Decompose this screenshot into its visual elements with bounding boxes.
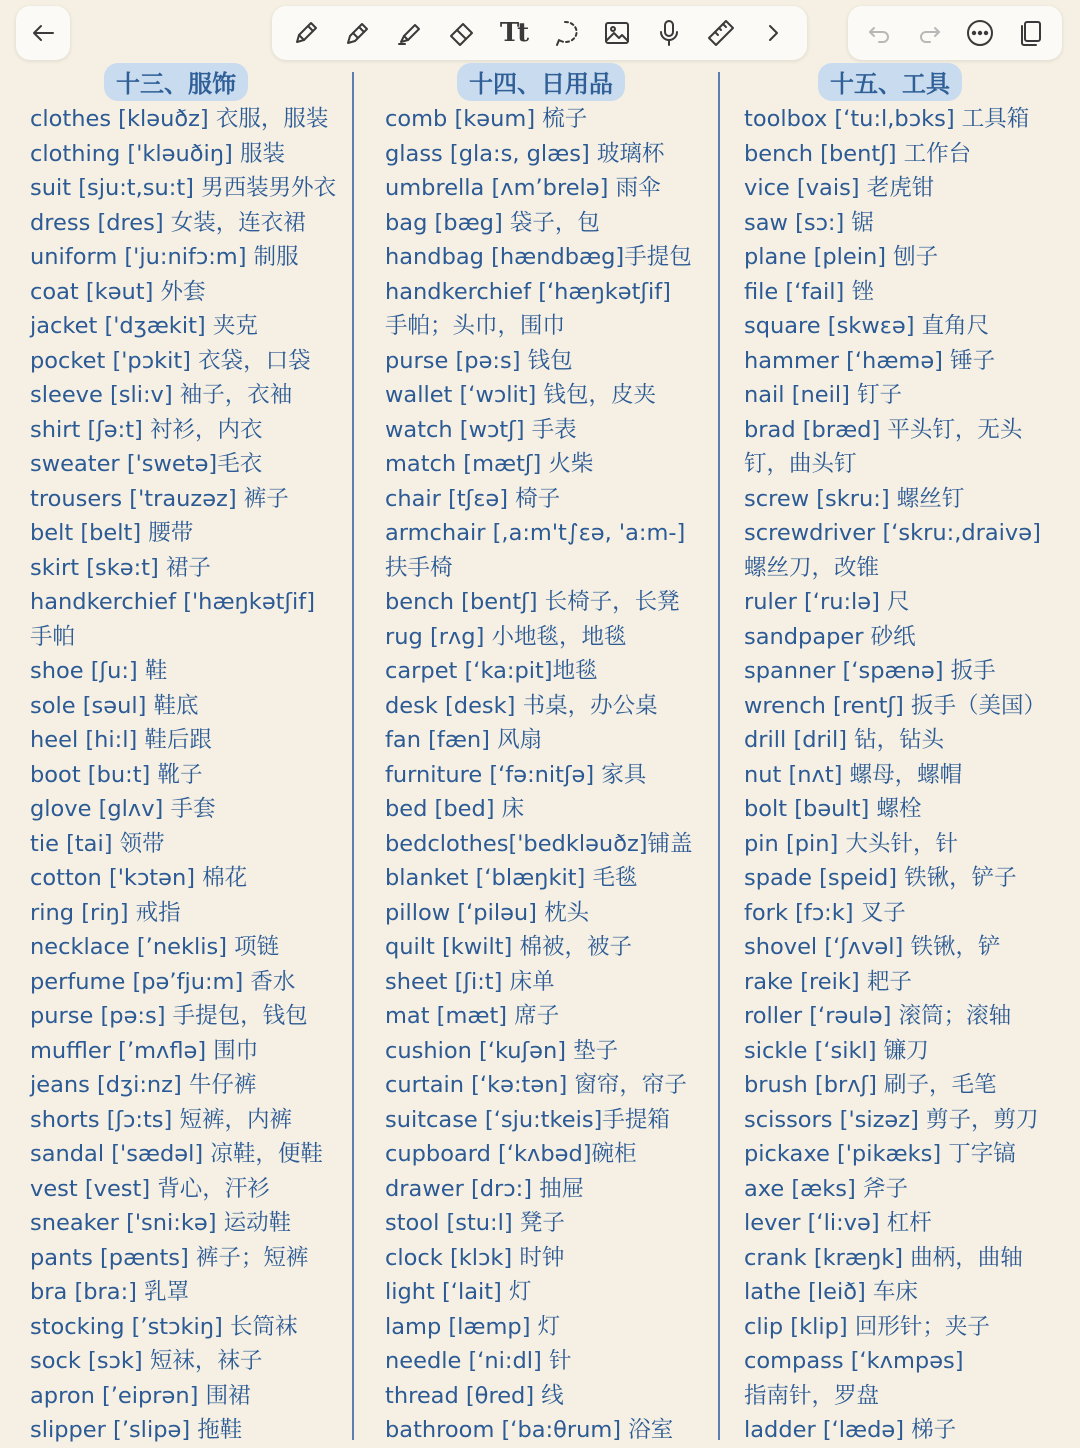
vocab-entry: sickle [‘sikl] 镰刀: [744, 1037, 929, 1064]
vocab-entry: spade [speid] 铁锹，铲子: [744, 865, 1017, 891]
word-list: [744, 102, 1064, 1448]
vocab-entry: bathroom [‘ba:θrum] 浴室: [385, 1417, 674, 1443]
vocab-entry: pillow [‘piləu] 枕头: [385, 899, 590, 926]
vocab-entry: stool [stu:l] 凳子: [385, 1210, 565, 1236]
vocab-entry: roller [‘rəulə] 滚筒；滚轴: [744, 1003, 1012, 1029]
vocab-entry: tie [tai] 领带: [30, 830, 165, 857]
eraser-icon[interactable]: [443, 14, 481, 52]
vocab-entry: square [skwεə] 直角尺: [744, 313, 990, 339]
vocab-entry: shorts [ʃɔ:ts] 短裤，内裤: [30, 1106, 292, 1133]
vocab-entry: fan [fæn] 风扇: [385, 727, 543, 753]
vocab-entry: wallet [‘wɔlit] 钱包，皮夹: [385, 382, 656, 408]
heading-clothing: 十三、服饰: [104, 63, 248, 101]
chevron-right-icon[interactable]: [754, 14, 792, 52]
drawing-toolbar: [272, 6, 807, 60]
vocab-entry: blanket [‘blæŋkit] 毛毯: [385, 865, 638, 891]
vocab-entry: clothes [kləuðz] 衣服，服装: [30, 106, 329, 132]
vocab-entry: brad [bræd] 平头钉，无头: [744, 416, 1023, 443]
vocab-entry: boot [bu:t] 靴子: [30, 761, 203, 788]
vocab-entry: furniture [‘fə:nitʃə] 家具: [385, 761, 647, 788]
history-toolbar: [848, 6, 1062, 60]
pages-icon[interactable]: [1012, 14, 1050, 52]
vocab-entry: purse [pə:s] 钱包: [385, 347, 573, 374]
vocab-entry: trousers ['trauzəz] 裤子: [30, 485, 289, 512]
vocab-entry: hammer [‘hæmə] 锤子: [744, 347, 996, 374]
vocab-entry: plane [plein] 刨子: [744, 244, 939, 270]
vocab-entry: purse [pə:s] 手提包，钱包: [30, 1003, 308, 1029]
vocab-entry: sweater ['swetə]毛衣: [30, 451, 263, 477]
vocab-entry: cushion [‘kuʃən] 垫子: [385, 1037, 619, 1064]
vocab-entry: mat [mæt] 席子: [385, 1003, 560, 1029]
vocab-entry: comb [kəum] 梳子: [385, 106, 588, 132]
vocab-entry: apron [’eiprən] 围裙: [30, 1382, 251, 1409]
vocab-entry: drill [dril] 钻，钻头: [744, 727, 945, 753]
vocab-entry: heel [hi:l] 鞋后跟: [30, 727, 212, 753]
vocab-entry: jacket ['dʒækit] 夹克: [30, 313, 258, 339]
back-button[interactable]: [16, 6, 70, 60]
vocab-entry: desk [desk] 书桌，办公桌: [385, 692, 658, 719]
redo-icon[interactable]: [911, 14, 949, 52]
column-divider: [718, 72, 720, 1440]
vocab-entry: shovel [‘ʃʌvəl] 铁锹，铲: [744, 934, 1001, 960]
vocab-entry: saw [sɔ:] 锯: [744, 209, 874, 236]
vocab-entry: handkerchief ['hæŋkətʃif]: [30, 589, 315, 615]
vocab-entry: toolbox [‘tu:l,bɔks] 工具箱: [744, 106, 1030, 132]
vocab-entry: clothing ['kləuðiŋ] 服装: [30, 140, 285, 167]
vocab-entry: spanner [‘spænə] 扳手: [744, 658, 996, 684]
more-icon[interactable]: [961, 14, 999, 52]
tools-column: [744, 62, 1064, 1448]
vocab-entry: stocking [’stɔkiŋ] 长筒袜: [30, 1313, 298, 1340]
vocab-entry: scissors ['sizəz] 剪子，剪刀: [744, 1106, 1039, 1133]
vocab-entry: 钉，曲头钉: [744, 451, 857, 477]
vocab-entry: pocket ['pɔkit] 衣袋，口袋: [30, 347, 311, 374]
daily-goods-column: [385, 62, 705, 1448]
vocab-entry: light [‘lait] 灯: [385, 1279, 532, 1305]
vocab-entry: uniform ['ju:nifɔ:m] 制服: [30, 244, 299, 270]
vocab-entry: jeans [dʒi:nz] 牛仔裤: [30, 1072, 257, 1098]
vocab-entry: rake [reik] 耙子: [744, 968, 912, 995]
vocab-entry: bench [bentʃ] 工作台: [744, 140, 972, 167]
vocab-entry: lever [‘li:və] 杠杆: [744, 1210, 932, 1236]
vocab-entry: glass [gla:s, glæs] 玻璃杯: [385, 140, 665, 167]
vocab-entry: sock [sɔk] 短袜，袜子: [30, 1348, 263, 1374]
vocab-entry: suitcase [‘sju:tkeis]手提箱: [385, 1106, 670, 1133]
vocab-entry: skirt [skə:t] 裙子: [30, 554, 211, 581]
vocab-entry: sleeve [sli:v] 袖子，衣袖: [30, 382, 293, 408]
vocab-entry: clock [klɔk] 时钟: [385, 1244, 565, 1271]
vocab-entry: match [mætʃ] 火柴: [385, 451, 594, 477]
ruler-icon[interactable]: [702, 14, 740, 52]
undo-icon[interactable]: [860, 14, 898, 52]
heading-daily-goods: 十四、日用品: [457, 63, 625, 101]
pencil-icon[interactable]: [339, 14, 377, 52]
arrow-left-icon: [24, 14, 62, 52]
image-icon[interactable]: [598, 14, 636, 52]
column-heading: [385, 62, 705, 102]
vocab-entry: watch [wɔtʃ] 手表: [385, 416, 577, 443]
vocab-entry: ruler [‘ru:lə] 尺: [744, 589, 910, 615]
text-tool-label: Tt: [499, 18, 528, 48]
word-list: [385, 102, 705, 1448]
vocab-entry: lathe [leið] 车床: [744, 1279, 918, 1305]
vocab-entry: sole [səul] 鞋底: [30, 692, 199, 719]
vocab-entry: slipper [’slipə] 拖鞋: [30, 1417, 243, 1443]
vocab-entry: 指南针，罗盘: [744, 1382, 880, 1409]
vocab-entry: lamp [læmp] 灯: [385, 1313, 561, 1340]
vocab-entry: handbag [hændbæg]手提包: [385, 244, 692, 270]
vocab-entry: fork [fɔ:k] 叉子: [744, 899, 906, 926]
vocab-entry: dress [dres] 女装，连衣裙: [30, 209, 306, 236]
column-heading: [30, 62, 350, 102]
vocab-entry: needle [‘ni:dl] 针: [385, 1348, 572, 1374]
microphone-icon[interactable]: [650, 14, 688, 52]
vocab-entry: necklace [’neklis] 项链: [30, 934, 280, 960]
vocab-entry: bag [bæg] 袋子，包: [385, 209, 600, 236]
vocab-entry: quilt [kwilt] 棉被，被子: [385, 934, 632, 960]
vocab-entry: wrench [rentʃ] 扳手（美国）: [744, 692, 1046, 719]
vocab-entry: sheet [ʃi:t] 床单: [385, 968, 555, 995]
vocab-entry: chair [tʃɛə] 椅子: [385, 485, 561, 512]
vocab-entry: ladder [‘lædə] 梯子: [744, 1417, 957, 1443]
vocab-entry: sandpaper 砂纸: [744, 623, 916, 650]
vocab-entry: pickaxe ['pikæks] 丁字镐: [744, 1141, 1016, 1167]
vocab-entry: 手帕: [30, 623, 76, 650]
vocab-entry: bolt [bəult] 螺栓: [744, 796, 922, 822]
vocab-entry: cotton ['kɔtən] 棉花: [30, 865, 248, 891]
vocab-entry: armchair [,a:m't∫εə, 'a:m-]: [385, 520, 686, 546]
vocab-entry: coat [kəut] 外套: [30, 278, 206, 305]
vocab-entry: glove [glʌv] 手套: [30, 796, 216, 822]
vocab-entry: rug [rʌg] 小地毯，地毯: [385, 623, 627, 650]
vocab-entry: 螺丝刀，改锥: [744, 554, 880, 581]
vocab-entry: handkerchief [‘hæŋkətʃif]: [385, 278, 671, 305]
vocab-entry: crank [kræŋk] 曲柄，曲轴: [744, 1244, 1023, 1271]
vocab-entry: bedclothes['bedkləuðz]铺盖: [385, 830, 693, 857]
pen-icon[interactable]: [287, 14, 325, 52]
vocab-entry: ring [riŋ] 戒指: [30, 899, 181, 926]
vocab-entry: screwdriver [‘skru:,draivə]: [744, 520, 1041, 546]
vocab-entry: carpet [‘ka:pit]地毯: [385, 658, 598, 684]
vocab-entry: 手帕；头巾，围巾: [385, 313, 566, 339]
vocab-entry: pin [pin] 大头针，针: [744, 830, 958, 857]
clothing-column: [30, 62, 350, 1448]
heading-tools: 十五、工具: [818, 63, 962, 101]
vocab-entry: thread [θred] 线: [385, 1382, 564, 1409]
vocab-entry: sneaker ['sni:kə] 运动鞋: [30, 1210, 292, 1236]
vocab-entry: clip [klip] 回形针；夹子: [744, 1313, 990, 1340]
vocab-entry: pants [pænts] 裤子；短裤: [30, 1244, 309, 1271]
vocab-entry: shirt [ʃə:t] 衬衫，内衣: [30, 416, 263, 443]
vocab-entry: axe [æks] 斧子: [744, 1175, 908, 1202]
lasso-icon[interactable]: [546, 14, 584, 52]
vocab-entry: suit [sju:t,su:t] 男西装男外衣: [30, 175, 337, 201]
vocab-entry: brush [brʌʃ] 刷子，毛笔: [744, 1072, 997, 1098]
vocab-entry: belt [belt] 腰带: [30, 520, 194, 546]
vocab-entry: bra [bra:] 乳罩: [30, 1279, 190, 1305]
vocab-entry: screw [skru:] 螺丝钉: [744, 485, 965, 512]
vocab-entry: bed [bed] 床: [385, 796, 525, 822]
highlighter-icon[interactable]: [391, 14, 429, 52]
vocab-entry: shoe [ʃu:] 鞋: [30, 658, 168, 684]
vocab-entry: perfume [pə’fju:m] 香水: [30, 968, 296, 995]
vocab-entry: drawer [drɔ:] 抽屉: [385, 1175, 585, 1202]
vocab-entry: vest [vest] 背心，汗衫: [30, 1175, 270, 1202]
vocab-entry: vice [vais] 老虎钳: [744, 175, 935, 201]
vocab-entry: muffler [’mʌflə] 围巾: [30, 1037, 259, 1064]
vocab-entry: bench [bentʃ] 长椅子，长凳: [385, 589, 680, 615]
vocab-entry: nail [neil] 钉子: [744, 382, 903, 408]
text-tool-icon[interactable]: [495, 14, 533, 52]
vocab-entry: sandal ['sædəl] 凉鞋，便鞋: [30, 1141, 323, 1167]
vocab-entry: cupboard [‘kʌbəd]碗柜: [385, 1141, 637, 1167]
vocab-entry: umbrella [ʌm’brelə] 雨伞: [385, 175, 661, 201]
vocab-entry: file [‘fail] 锉: [744, 278, 874, 305]
vocab-entry: 扶手椅: [385, 554, 453, 581]
column-heading: [744, 62, 1064, 102]
word-list: [30, 102, 350, 1448]
vocab-entry: nut [nʌt] 螺母，螺帽: [744, 761, 963, 788]
vocab-entry: compass [‘kʌmpəs]: [744, 1348, 964, 1374]
column-divider: [352, 72, 354, 1440]
vocab-entry: curtain [‘kə:tən] 窗帘，帘子: [385, 1072, 687, 1098]
